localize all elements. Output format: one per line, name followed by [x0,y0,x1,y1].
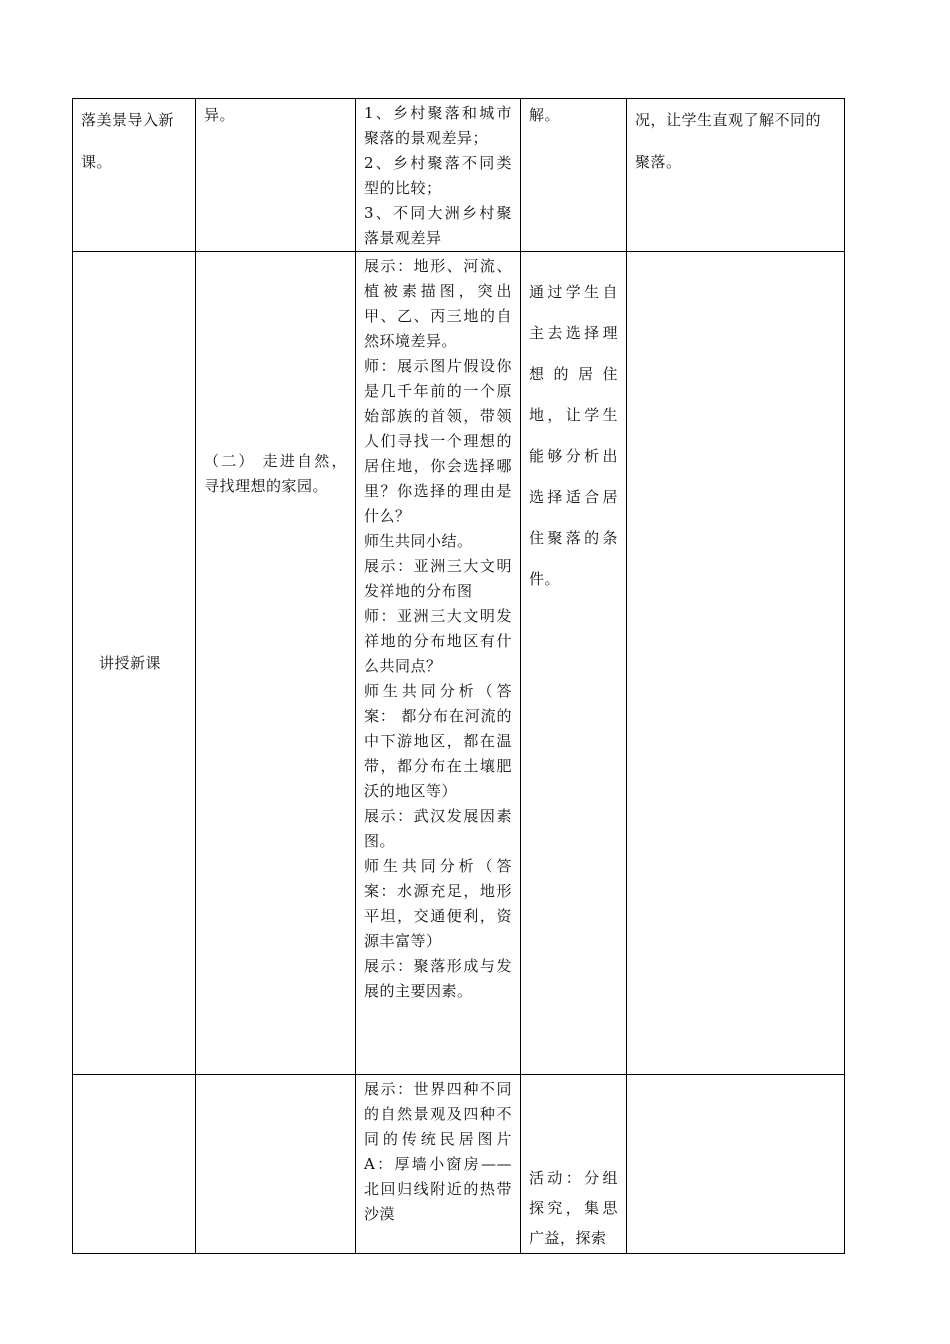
paragraph: 2、乡村聚落不同类型的比较； [364,154,512,197]
paragraph: 展示：地形、河流、植被素描图，突出甲、乙、丙三地的自然环境差异。 [364,257,512,350]
paragraph: 师生共同分析（答案：水源充足，地形平坦，交通便利，资源丰富等） [364,857,512,950]
paragraph: 展示：世界四种不同的自然景观及四种不同的传统民居图片A：厚墙小窗房——北回归线附近的热带沙漠 [364,1080,512,1223]
table-cell [73,252,196,1075]
cell-text [73,1075,195,1077]
table-cell [196,99,356,252]
cell-text: 异。 [204,106,236,124]
table-cell [356,252,521,1075]
paragraph: 展示：武汉发展因素图。 [364,807,512,850]
cell-paragraphs [356,252,520,1004]
table-row [73,252,845,1075]
table-cell [73,99,196,252]
table-row [73,99,845,252]
cell-text: 通过学生自主去选择理想的居住地，让学生能够分析出选择适合居住聚落的条件。 [529,283,618,588]
cell-text: 况，让学生直观了解不同的聚落。 [635,111,822,171]
table-row [73,1075,845,1254]
cell-text: 解。 [529,106,561,124]
table-cell [627,252,845,1075]
paragraph: 1、乡村聚落和城市聚落的景观差异； [364,104,512,147]
table-cell [356,1075,521,1254]
table-cell [356,99,521,252]
paragraph: 师：亚洲三大文明发祥地的分布地区有什么共同点？ [364,607,512,675]
paragraph: 展示：亚洲三大文明发祥地的分布图 [364,557,512,600]
cell-paragraphs [356,99,520,251]
paragraph: 师：展示图片假设你是几千年前的一个原始部族的首领，带领人们寻找一个理想的居住地，你会选择哪里？你选择的理由是什么？ [364,357,512,525]
table-cell [521,99,627,252]
table-cell [196,1075,356,1254]
paragraph: 师生共同小结。 [364,532,473,550]
table-cell [627,1075,845,1254]
cell-text: 落美景导入新课。 [81,111,175,171]
lesson-plan-table [72,98,845,1254]
cell-text [627,252,844,254]
table-cell [73,1075,196,1254]
cell-paragraphs [356,1075,520,1227]
paragraph: 师生共同分析（答案： 都分布在河流的中下游地区，都在温带，都分布在土壤肥沃的地区等） [364,682,512,800]
table-cell [521,1075,627,1254]
paragraph: 展示：聚落形成与发展的主要因素。 [364,957,512,1000]
table-cell [196,252,356,1075]
paragraph: 3、不同大洲乡村聚落景观差异 [364,204,512,247]
table-cell [627,99,845,252]
section-label: 讲授新课 [99,653,162,672]
cell-text: 活动：分组探究，集思广益，探索 [529,1169,618,1247]
table-cell [521,252,627,1075]
cell-text: （二） 走进自然，寻找理想的家园。 [204,452,347,495]
cell-text [196,1075,355,1077]
cell-text [627,1075,844,1077]
